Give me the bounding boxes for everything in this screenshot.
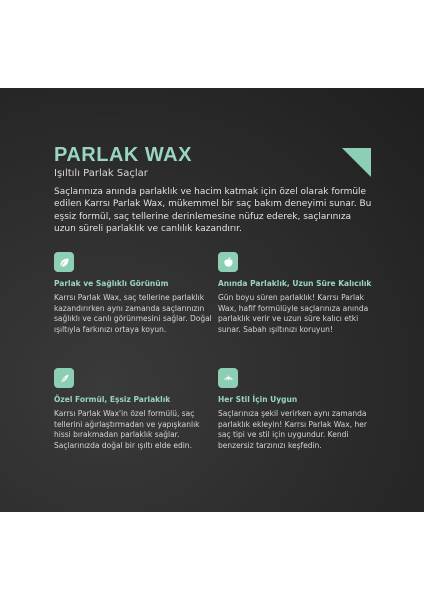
sparkle-icon bbox=[218, 368, 238, 388]
feature-every-style bbox=[218, 368, 376, 451]
page-title: PARLAK WAX bbox=[54, 144, 192, 166]
product-panel bbox=[0, 88, 424, 512]
intro-paragraph: Saçlarınıza anında parlaklık ve hacim katmak için özel olarak formüle edilen Karrsı Parlak Wax, mükemmel bir saç bakım deneyimi sunar. Bu eşsiz formül, saç tellerine derinlemesine nüfuz ederek, saçlarınıza uzun süreli parlaklık ve canlılık kazandırır. bbox=[54, 187, 372, 234]
page-subtitle: Işıltılı Parlak Saçlar bbox=[54, 168, 148, 179]
feature-body: Karrsı Parlak Wax, saç tellerine parlaklık kazandırırken aynı zamanda saçlarınızın sağlıklı ve canlı görünmesini sağlar. Doğal ışıltıyla farkınızı ortaya koyun. bbox=[54, 293, 212, 334]
feature-title: Özel Formül, Eşsiz Parlaklık bbox=[54, 395, 171, 404]
feature-instant-shine bbox=[218, 252, 376, 335]
apple-icon bbox=[218, 252, 238, 272]
leaf-icon bbox=[54, 252, 74, 272]
feature-body: Karrsı Parlak Wax'in özel formülü, saç tellerini ağırlaştırmadan ve yapışkanlık hissi bırakmadan parlaklık sağlar. Saçlarınızda doğal bir ışıltı elde edin. bbox=[54, 409, 200, 450]
feature-title: Anında Parlaklık, Uzun Süre Kalıcılık bbox=[218, 279, 372, 288]
feather-icon bbox=[54, 368, 74, 388]
corner-triangle-decoration bbox=[342, 148, 371, 177]
feature-title: Her Stil İçin Uygun bbox=[218, 395, 298, 404]
feature-body: Gün boyu süren parlaklık! Karrsı Parlak Wax, hafif formülüyle saçlarınıza anında parlaklık verir ve uzun süre kalıcı etki sunar. Sabah ışıltınızı koruyun! bbox=[218, 293, 369, 334]
feature-title: Parlak ve Sağlıklı Görünüm bbox=[54, 279, 169, 288]
feature-shine-health bbox=[54, 252, 212, 335]
feature-body: Saçlarınıza şekil verirken aynı zamanda parlaklık ekleyin! Karrsı Parlak Wax, her saç tipi ve stil için uygundur. Kendi benzersiz tarzınızı keşfedin. bbox=[218, 409, 367, 450]
feature-special-formula bbox=[54, 368, 212, 451]
